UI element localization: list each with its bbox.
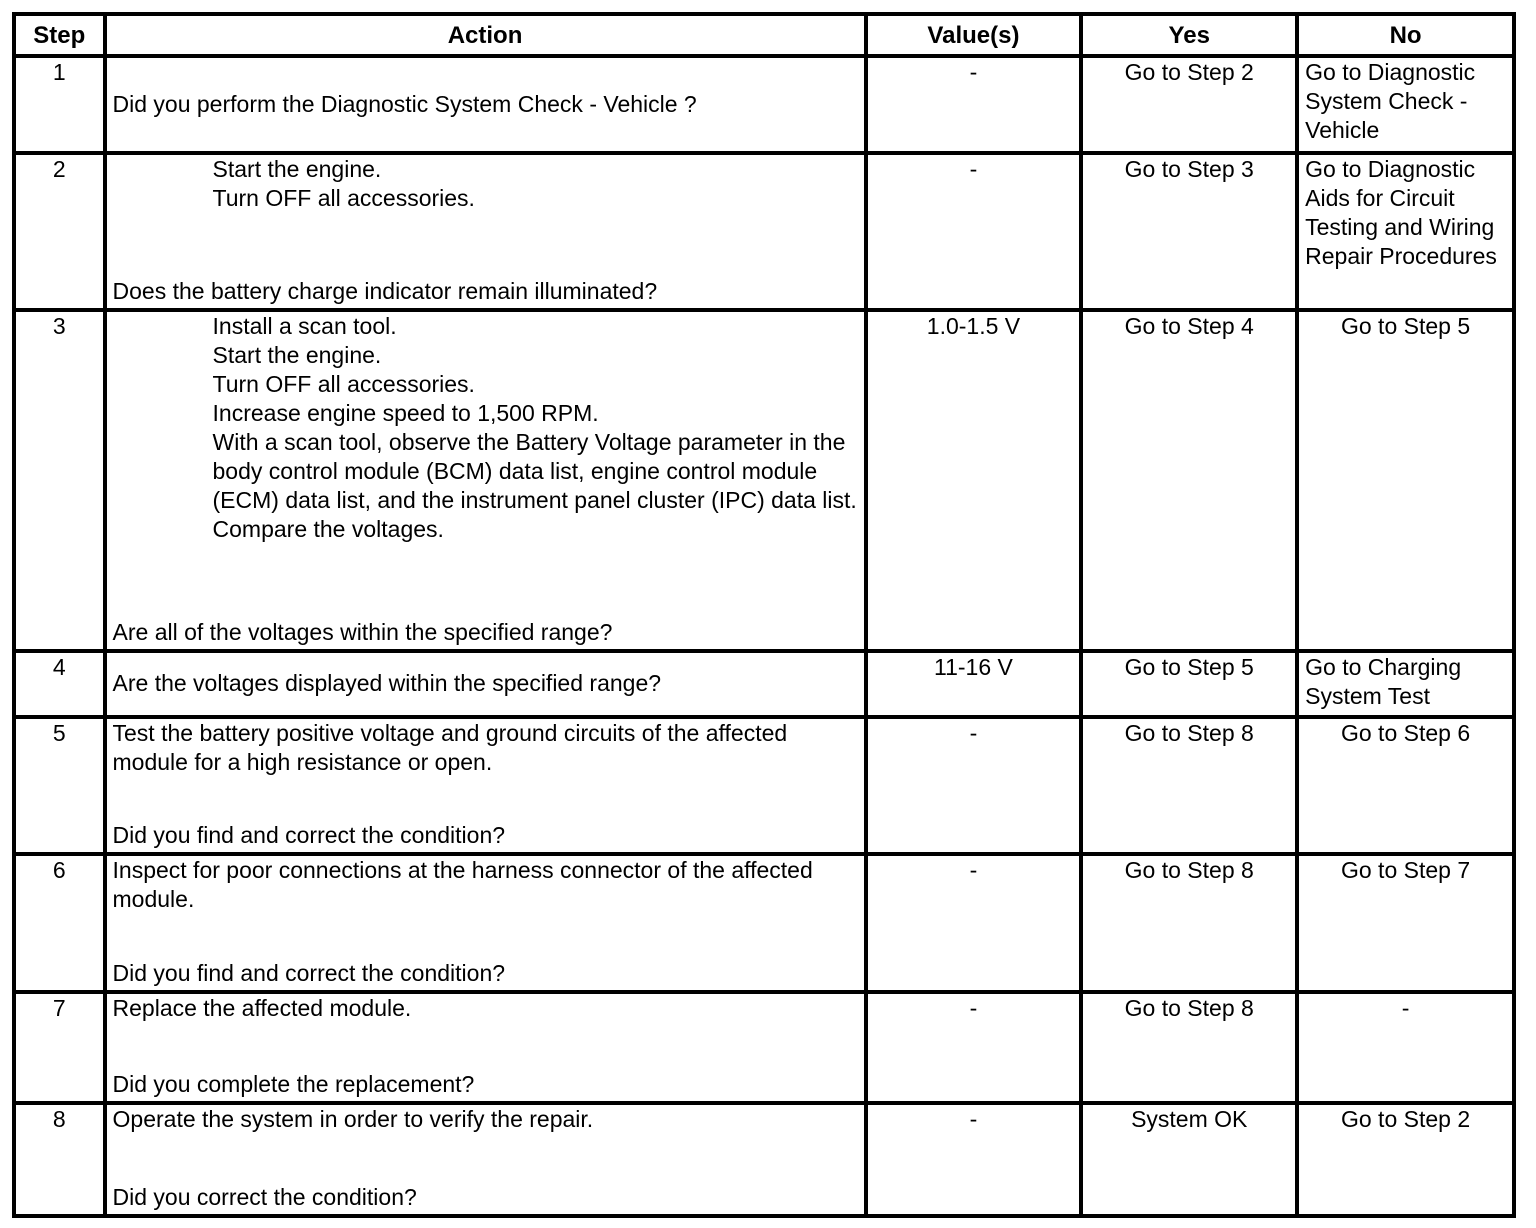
action-cell bbox=[105, 717, 866, 854]
value-cell: - bbox=[866, 153, 1082, 310]
spacer bbox=[113, 914, 858, 959]
action-step-item: Compare the voltages. bbox=[212, 515, 444, 542]
action-question: Did you correct the condition? bbox=[112, 1184, 417, 1210]
header-row bbox=[14, 14, 1514, 56]
step-number: 4 bbox=[14, 651, 105, 718]
table-row bbox=[14, 717, 1514, 854]
action-text: Operate the system in order to verify the repair. bbox=[112, 1106, 594, 1133]
spacer bbox=[113, 777, 858, 821]
diagnostic-table bbox=[12, 12, 1516, 1218]
step-number: 5 bbox=[14, 717, 105, 854]
table-row bbox=[14, 1103, 1514, 1216]
step-number: 3 bbox=[14, 310, 105, 651]
action-cell bbox=[105, 56, 866, 153]
action-question: Does the battery charge indicator remain illuminated? bbox=[112, 277, 658, 304]
no-cell: Go to Step 7 bbox=[1297, 854, 1514, 992]
header-step: Step bbox=[14, 14, 105, 56]
action-step-item: Start the engine. bbox=[212, 341, 382, 368]
no-cell: - bbox=[1297, 992, 1514, 1103]
action-cell bbox=[105, 992, 866, 1103]
no-cell: Go to Diagnostic System Check - Vehicle bbox=[1297, 56, 1514, 153]
value-cell: - bbox=[866, 854, 1082, 992]
value-cell: - bbox=[866, 1103, 1082, 1216]
header-yes: Yes bbox=[1081, 14, 1297, 56]
step-number: 7 bbox=[14, 992, 105, 1103]
action-question: Did you complete the replacement? bbox=[112, 1071, 475, 1098]
action-cell bbox=[105, 854, 866, 992]
action-text: Test the battery positive voltage and ground circuits of the affected module for a high resistance or open. bbox=[112, 720, 788, 776]
no-cell: Go to Step 5 bbox=[1297, 310, 1514, 651]
table-row bbox=[14, 651, 1514, 718]
no-cell: Go to Step 6 bbox=[1297, 717, 1514, 854]
spacer bbox=[113, 213, 858, 277]
action-steps bbox=[113, 155, 858, 213]
header-no: No bbox=[1297, 14, 1514, 56]
table-row bbox=[14, 992, 1514, 1103]
spacer bbox=[113, 1134, 858, 1183]
spacer bbox=[113, 544, 858, 618]
value-cell: - bbox=[866, 992, 1082, 1103]
action-question: Did you find and correct the condition? bbox=[112, 822, 506, 849]
step-number: 1 bbox=[14, 56, 105, 153]
action-step-item: Increase engine speed to 1,500 RPM. bbox=[212, 399, 599, 426]
step-number: 8 bbox=[14, 1103, 105, 1216]
action-cell bbox=[105, 651, 866, 718]
yes-cell: System OK bbox=[1081, 1103, 1297, 1216]
action-question: Did you perform the Diagnostic System Check - Vehicle ? bbox=[112, 90, 697, 117]
value-cell: - bbox=[866, 56, 1082, 153]
step-number: 2 bbox=[14, 153, 105, 310]
table-row bbox=[14, 854, 1514, 992]
action-cell bbox=[105, 1103, 866, 1216]
action-step-item: Start the engine. bbox=[212, 155, 382, 182]
no-cell: Go to Step 2 bbox=[1297, 1103, 1514, 1216]
action-step-item: Turn OFF all accessories. bbox=[212, 184, 475, 211]
yes-cell: Go to Step 2 bbox=[1081, 56, 1297, 153]
action-cell bbox=[105, 153, 866, 310]
action-cell bbox=[105, 310, 866, 651]
action-step-item: With a scan tool, observe the Battery Voltage parameter in the body control module (BCM) data list, engine control module (ECM) data list, and the instrument panel cluster (IPC) data list. bbox=[212, 428, 857, 513]
action-step-item: Install a scan tool. bbox=[212, 312, 397, 339]
no-cell: Go to Charging System Test bbox=[1297, 651, 1514, 718]
yes-cell: Go to Step 3 bbox=[1081, 153, 1297, 310]
action-text: Replace the affected module. bbox=[112, 995, 412, 1022]
table-row bbox=[14, 153, 1514, 310]
value-cell: - bbox=[866, 717, 1082, 854]
yes-cell: Go to Step 8 bbox=[1081, 992, 1297, 1103]
step-number: 6 bbox=[14, 854, 105, 992]
action-text: Inspect for poor connections at the harness connector of the affected module. bbox=[112, 857, 813, 913]
yes-cell: Go to Step 4 bbox=[1081, 310, 1297, 651]
action-question: Are the voltages displayed within the specified range? bbox=[112, 670, 662, 697]
action-steps bbox=[113, 312, 858, 544]
no-cell: Go to Diagnostic Aids for Circuit Testing and Wiring Repair Procedures bbox=[1297, 153, 1514, 310]
spacer bbox=[113, 1023, 858, 1070]
table-row bbox=[14, 310, 1514, 651]
yes-cell: Go to Step 8 bbox=[1081, 717, 1297, 854]
yes-cell: Go to Step 8 bbox=[1081, 854, 1297, 992]
table-row bbox=[14, 56, 1514, 153]
table-body bbox=[14, 56, 1514, 1216]
value-cell: 11-16 V bbox=[866, 651, 1082, 718]
yes-cell: Go to Step 5 bbox=[1081, 651, 1297, 718]
header-action: Action bbox=[105, 14, 866, 56]
header-value: Value(s) bbox=[866, 14, 1082, 56]
action-question: Did you find and correct the condition? bbox=[112, 960, 506, 987]
action-question: Are all of the voltages within the specified range? bbox=[112, 618, 613, 645]
action-step-item: Turn OFF all accessories. bbox=[212, 370, 475, 397]
value-cell: 1.0-1.5 V bbox=[866, 310, 1082, 651]
